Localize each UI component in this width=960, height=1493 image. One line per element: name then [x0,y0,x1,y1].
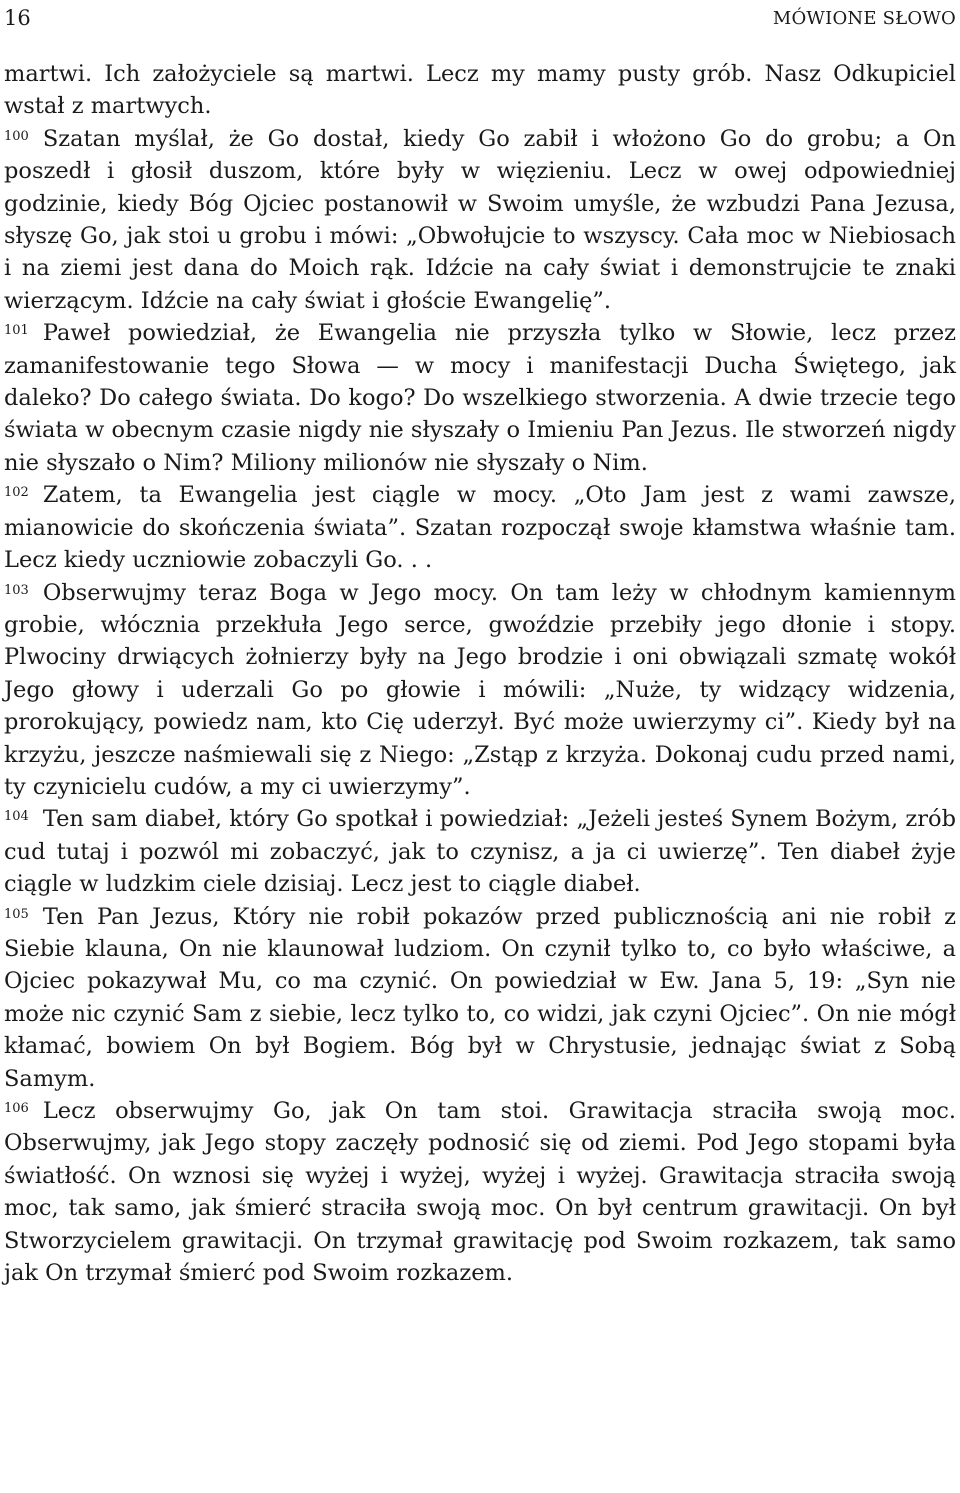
paragraph-text: Ten Pan Jezus, Który nie robił pokazów przed publicznością ani nie robił z Siebie klauna, On nie klaunował ludziom. On czynił tylko to, co było właściwe, a Ojciec pokazywał Mu, co ma czynić. On powiedział w Ew. Jana 5, 19: „Syn nie może nic czynić Sam z siebie, lecz tylko to, co widzi, jak czyni Ojciec”. On nie mógł kłamać, bowiem On był Bogiem. Bóg był w Chrystusie, jednając świat z Sobą Samym. [4,903,956,1092]
paragraph [4,803,956,900]
paragraph-text: Zatem, ta Ewangelia jest ciągle w mocy. „Oto Jam jest z wami zawsze, mianowicie do skończenia świata”. Szatan rozpoczął swoje kłamstwa właśnie tam. Lecz kiedy uczniowie zobaczyli Go. . . [4,482,956,574]
paragraph [4,317,956,479]
paragraph [4,901,956,1095]
paragraph-text: Ten sam diabeł, który Go spotkał i powiedział: „Jeżeli jesteś Synem Bożym, zrób cud tutaj i pozwól mi zobaczyć, jak to czynisz, a ja ci uwierzę”. Ten diabeł żyje ciągle w ludzkim ciele dzisiaj. Lecz jest to ciągle diabeł. [4,806,956,898]
paragraph-text: Szatan myślał, że Go dostał, kiedy Go zabił i włożono Go do grobu; a On poszedł i głosił duszom, które były w więzieniu. Lecz w owej odpowiedniej godzinie, kiedy Bóg Ojciec postanowił w Swoim umyśle, że wzbudzi Pana Jezusa, słyszę Go, jak stoi u grobu i mówi: „Obwołujcie to wszyscy. Cała moc w Niebiosach i na ziemi jest dana do Moich rąk. Idźcie na cały świat i demonstrujcie te znaki wierzącym. Idźcie na cały świat i głoście Ewangelię”. [4,125,956,314]
page-number: 16 [4,6,31,30]
running-title: MÓWIONE SŁOWO [772,8,956,29]
paragraph-number: 101 [4,323,29,339]
paragraph-number: 106 [4,1101,29,1116]
paragraph-number: 102 [4,485,29,501]
paragraph [4,58,956,123]
paragraph-text: Paweł powiedział, że Ewangelia nie przyszła tylko w Słowie, lecz przez zamanifestowanie tego Słowa — w mocy i manifestacji Ducha Świętego, jak daleko? Do całego świata. Do kogo? Do wszelkiego stworzenia. A dwie trzecie tego świata w obecnym czasie nigdy nie słyszały o Imieniu Pan Jezus. Ile stworzeń nigdy nie słyszało o Nim? Miliony milionów nie słyszały o Nim. [4,320,956,476]
paragraph [4,577,956,804]
paragraph-number: 100 [4,128,29,144]
paragraph-text: Obserwujmy teraz Boga w Jego mocy. On tam leży w chłodnym kamiennym grobie, włócznia przekłuła Jego serce, gwoździe przebiły jego dłonie i stopy. Plwociny drwiących żołnierzy były na Jego brodzie i oni obwiązali szmatę wokół Jego głowy i uderzali Go po głowie i mówili: „Nuże, ty widzący widzenia, prorokujący, powiedz nam, kto Cię uderzył. Być może uwierzymy ci”. Kiedy był na krzyżu, jeszcze naśmiewali się z Niego: „Zstąp z krzyża. Dokonaj cudu przed nami, ty czynicielu cudów, a my ci uwierzymy”. [4,579,956,800]
paragraph [4,123,956,317]
paragraph-text: Lecz obserwujmy Go, jak On tam stoi. Grawitacja straciła swoją moc. Obserwujmy, jak Jego stopy zaczęły podnosić się od ziemi. Pod Jego stopami była światłość. On wznosi się wyżej i wyżej, wyżej i wyżej. Grawitacja straciła swoją moc, tak samo, jak śmierć straciła swoją moc. On był centrum grawitacji. On był Stworzycielem grawitacji. On trzymał grawitację pod Swoim rozkazem, tak samo jak On trzymał śmierć pod Swoim rozkazem. [4,1098,956,1287]
paragraph-text: martwi. Ich założyciele są martwi. Lecz my mamy pusty grób. Nasz Odkupiciel wstał z martwych. [4,61,956,120]
page-header [4,2,956,34]
body-text [4,58,956,1289]
paragraph-number: 103 [4,582,29,598]
paragraph-number: 105 [4,906,29,922]
paragraph [4,1095,956,1289]
paragraph-number: 104 [4,809,29,825]
paragraph [4,479,956,576]
